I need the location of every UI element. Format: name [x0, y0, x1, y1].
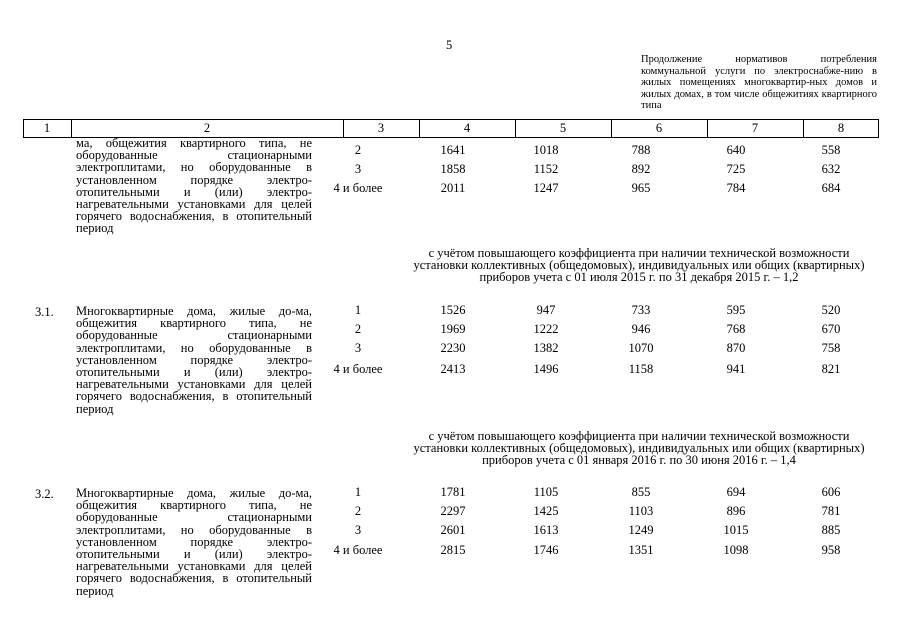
value-cell: 1858: [440, 162, 466, 176]
table-row: [0, 160, 905, 179]
value-cell: 1105: [533, 485, 559, 499]
rooms-cell: 2: [354, 143, 362, 157]
value-cell: 558: [821, 143, 841, 157]
page-number: 5: [446, 38, 453, 52]
header-col-1: 1: [43, 121, 51, 135]
value-cell: 733: [631, 303, 651, 317]
value-cell: 1247: [533, 181, 559, 195]
value-cell: 1249: [628, 523, 654, 537]
table-row: [0, 483, 905, 502]
value-cell: 1496: [533, 362, 559, 376]
value-cell: 1070: [628, 341, 654, 355]
value-cell: 640: [726, 143, 746, 157]
value-cell: 606: [821, 485, 841, 499]
table-row: [0, 141, 905, 160]
rooms-cell: 3: [354, 523, 362, 537]
value-cell: 896: [726, 504, 746, 518]
value-cell: 725: [726, 162, 746, 176]
value-cell: 885: [821, 523, 841, 537]
value-cell: 781: [821, 504, 841, 518]
rooms-cell: 1: [354, 303, 362, 317]
value-cell: 1103: [628, 504, 654, 518]
value-cell: 788: [631, 143, 651, 157]
value-cell: 1382: [533, 341, 559, 355]
value-cell: 821: [821, 362, 841, 376]
header-col-5: 5: [559, 121, 567, 135]
value-cell: 1098: [723, 543, 749, 557]
value-cell: 2297: [440, 504, 466, 518]
rooms-cell: 1: [354, 485, 362, 499]
rooms-cell: 4 и более: [333, 181, 383, 195]
value-cell: 1969: [440, 322, 466, 336]
value-cell: 1158: [628, 362, 654, 376]
header-col-3: 3: [377, 121, 385, 135]
value-cell: 965: [631, 181, 651, 195]
value-cell: 958: [821, 543, 841, 557]
value-cell: 892: [631, 162, 651, 176]
value-cell: 2601: [440, 523, 466, 537]
value-cell: 1018: [533, 143, 559, 157]
row-number: 3.1.: [35, 305, 54, 319]
row-description: Многоквартирные дома, жилые до-ма, общежития квартирного типа, не оборудованные стационарными электроплитами, но оборудованные в установленном порядке электро-отопительными и (или) электро-нагревательными установками для целей горячего водоснабжения, в отопительный период: [76, 304, 312, 416]
table-row: [0, 360, 905, 379]
table-row: [0, 179, 905, 198]
value-cell: 684: [821, 181, 841, 195]
value-cell: 855: [631, 485, 651, 499]
value-cell: 2413: [440, 362, 466, 376]
row-description: Многоквартирные дома, жилые до-ма, общежития квартирного типа, не оборудованные стационарными электроплитами, но оборудованные в установленном порядке электро-отопительными и (или) электро-нагревательными установками для целей горячего водоснабжения, в отопительный период: [76, 486, 312, 598]
header-col-2: 2: [203, 121, 211, 135]
table-row: [0, 502, 905, 521]
value-cell: 2230: [440, 341, 466, 355]
header-col-8: 8: [837, 121, 845, 135]
value-cell: 1746: [533, 543, 559, 557]
value-cell: 768: [726, 322, 746, 336]
row-description: ма, общежития квартирного типа, не оборудованные стационарными электроплитами, но оборудованные в установленном порядке электро-отопительными и (или) электро-нагревательными установками для целей горячего водоснабжения, в отопительный период: [76, 136, 312, 236]
rooms-cell: 3: [354, 162, 362, 176]
value-cell: 1152: [533, 162, 559, 176]
value-cell: 1425: [533, 504, 559, 518]
value-cell: 941: [726, 362, 746, 376]
value-cell: 520: [821, 303, 841, 317]
table-row: [0, 339, 905, 358]
table-row: [0, 541, 905, 560]
value-cell: 1641: [440, 143, 466, 157]
header-col-6: 6: [655, 121, 663, 135]
rooms-cell: 2: [354, 504, 362, 518]
table-row: [0, 320, 905, 339]
value-cell: 1526: [440, 303, 466, 317]
value-cell: 870: [726, 341, 746, 355]
value-cell: 1222: [533, 322, 559, 336]
table-row: [0, 301, 905, 320]
value-cell: 1015: [723, 523, 749, 537]
value-cell: 946: [631, 322, 651, 336]
value-cell: 1781: [440, 485, 466, 499]
table-row: [0, 521, 905, 540]
value-cell: 1351: [628, 543, 654, 557]
rooms-cell: 3: [354, 341, 362, 355]
value-cell: 694: [726, 485, 746, 499]
value-cell: 632: [821, 162, 841, 176]
value-cell: 2011: [440, 181, 466, 195]
rooms-cell: 2: [354, 322, 362, 336]
value-cell: 1613: [533, 523, 559, 537]
header-col-7: 7: [751, 121, 759, 135]
value-cell: 784: [726, 181, 746, 195]
value-cell: 947: [536, 303, 556, 317]
value-cell: 758: [821, 341, 841, 355]
value-cell: 595: [726, 303, 746, 317]
row-number: 3.2.: [35, 487, 54, 501]
value-cell: 2815: [440, 543, 466, 557]
value-cell: 670: [821, 322, 841, 336]
coefficient-note: с учётом повышающего коэффициента при наличии технической возможности установки коллективных (общедомовых), индивидуальных или общих (квартирных) приборов учета с 01 января 2016 г. по 30 июня 2016 г. – 1,4: [413, 429, 865, 468]
header-col-4: 4: [463, 121, 471, 135]
continuation-title: Продолжение нормативов потребления коммунальной услуги по электроснабже-нию в жилых помещениях многоквартир-ных домов и жилых домах, в том числе общежитиях квартирного типа: [641, 54, 877, 111]
rooms-cell: 4 и более: [333, 543, 383, 557]
rooms-cell: 4 и более: [333, 362, 383, 376]
coefficient-note: с учётом повышающего коэффициента при наличии технической возможности установки коллективных (общедомовых), индивидуальных или общих (квартирных) приборов учета с 01 июля 2015 г. по 31 декабря 2015 г. – 1,2: [413, 246, 865, 285]
